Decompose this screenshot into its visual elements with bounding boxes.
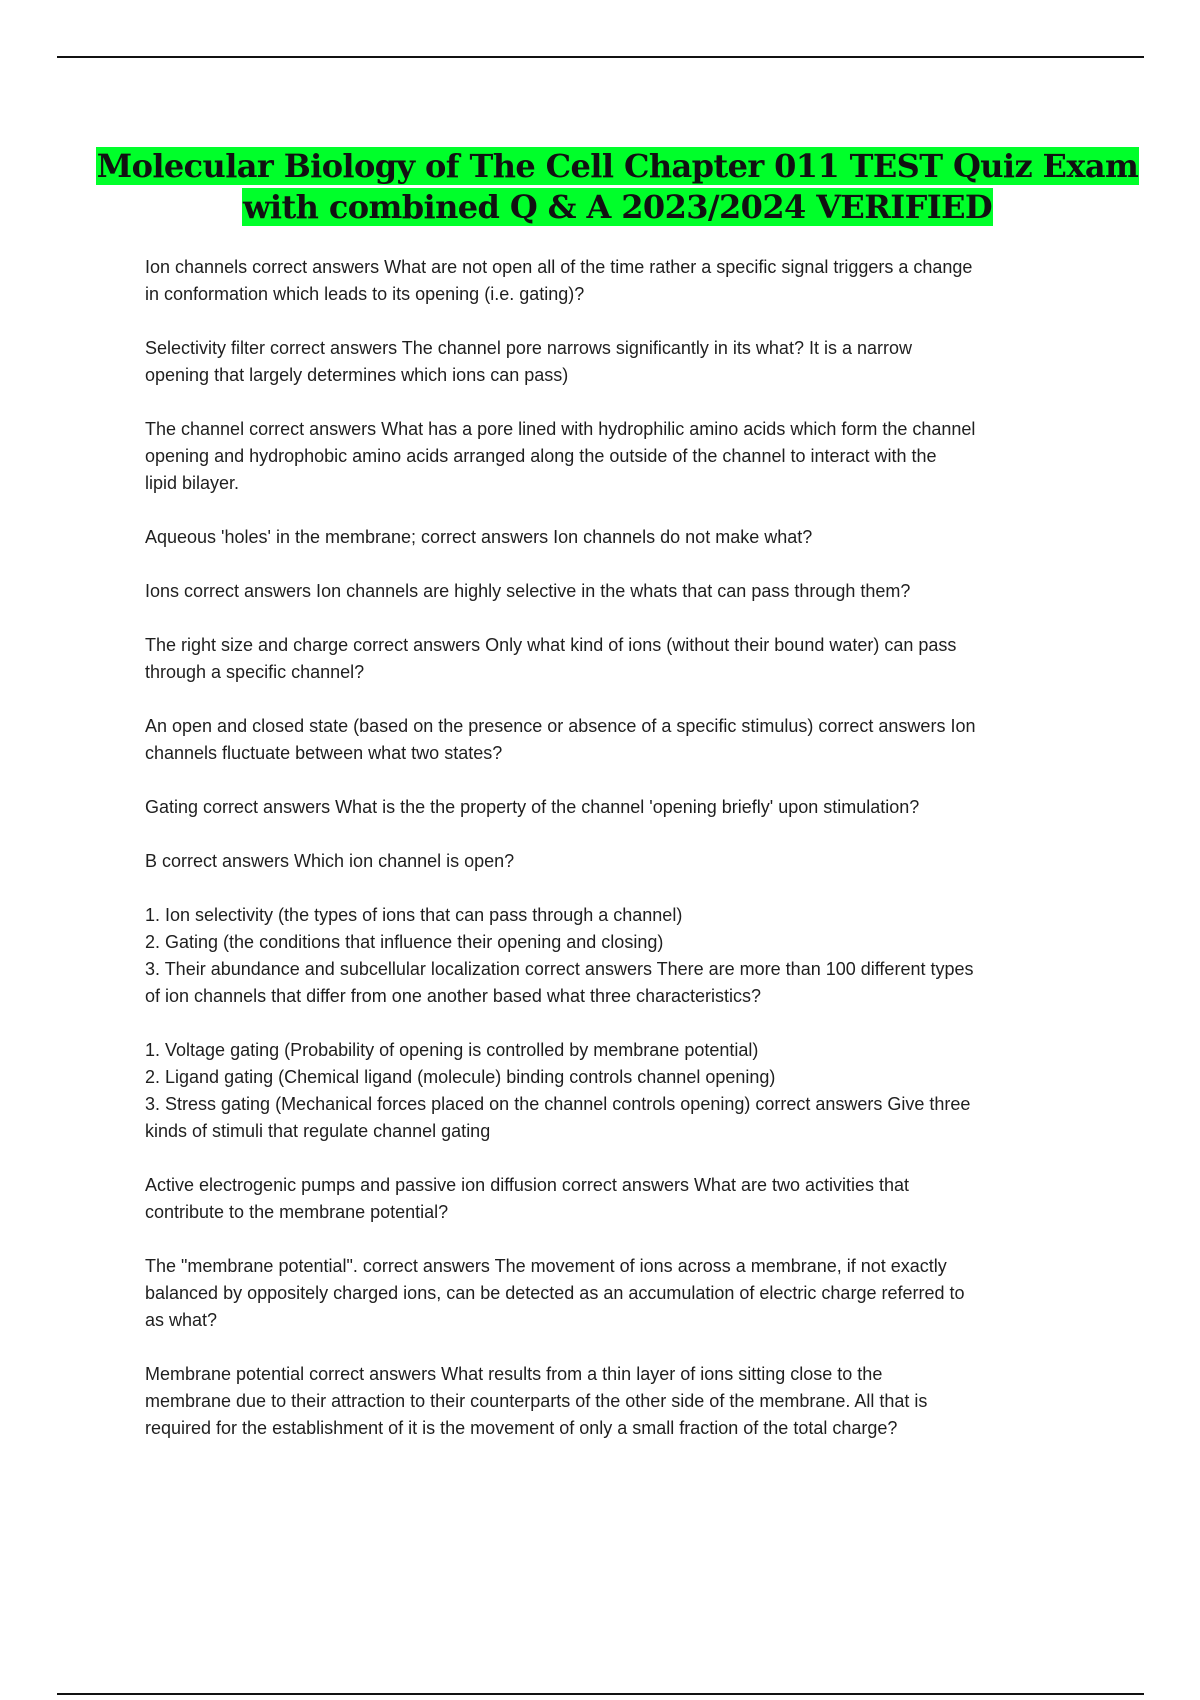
qa-line: An open and closed state (based on the presence or absence of a specific stimulus) correct answers Ion bbox=[145, 716, 976, 736]
qa-line: 3. Their abundance and subcellular localization correct answers There are more than 100 different types bbox=[145, 959, 974, 979]
qa-line: Ion channels correct answers What are not open all of the time rather a specific signal triggers a change bbox=[145, 257, 973, 277]
title-line: Molecular Biology of The Cell Chapter 011 TEST Quiz Exam bbox=[96, 147, 1139, 185]
qa-line: Active electrogenic pumps and passive ion diffusion correct answers What are two activities that bbox=[145, 1175, 910, 1195]
qa-line: Ions correct answers Ion channels are highly selective in the whats that can pass through them? bbox=[145, 581, 911, 601]
qa-line: balanced by oppositely charged ions, can be detected as an accumulation of electric charge referred to bbox=[145, 1283, 965, 1303]
qa-item bbox=[145, 524, 1090, 551]
qa-line: opening that largely determines which ions can pass) bbox=[145, 365, 569, 385]
qa-line: in conformation which leads to its opening (i.e. gating)? bbox=[145, 284, 585, 304]
qa-line: The channel correct answers What has a pore lined with hydrophilic amino acids which form the channel bbox=[145, 419, 976, 439]
qa-line: The "membrane potential". correct answers The movement of ions across a membrane, if not exactly bbox=[145, 1256, 947, 1276]
qa-line: 1. Ion selectivity (the types of ions that can pass through a channel) bbox=[145, 905, 683, 925]
document-title bbox=[90, 146, 1145, 228]
qa-line: Selectivity filter correct answers The channel pore narrows significantly in its what? It is a narrow bbox=[145, 338, 912, 358]
qa-line: membrane due to their attraction to their counterparts of the other side of the membrane. All that is bbox=[145, 1391, 928, 1411]
qa-item bbox=[145, 416, 1090, 497]
title-line: with combined Q & A 2023/2024 VERIFIED bbox=[242, 188, 993, 226]
qa-line: through a specific channel? bbox=[145, 662, 365, 682]
qa-line: lipid bilayer. bbox=[145, 473, 240, 493]
qa-item bbox=[145, 794, 1090, 821]
qa-line: of ion channels that differ from one another based what three characteristics? bbox=[145, 986, 762, 1006]
qa-item bbox=[145, 578, 1090, 605]
qa-list bbox=[145, 254, 1090, 1469]
qa-item bbox=[145, 335, 1090, 389]
qa-line: contribute to the membrane potential? bbox=[145, 1202, 449, 1222]
qa-item bbox=[145, 713, 1090, 767]
qa-line: opening and hydrophobic amino acids arranged along the outside of the channel to interact with the bbox=[145, 446, 937, 466]
qa-line: The right size and charge correct answers Only what kind of ions (without their bound water) can pass bbox=[145, 635, 957, 655]
qa-item bbox=[145, 1253, 1090, 1334]
qa-item bbox=[145, 902, 1090, 1010]
qa-item bbox=[145, 632, 1090, 686]
qa-line: kinds of stimuli that regulate channel gating bbox=[145, 1121, 491, 1141]
bottom-divider bbox=[57, 1693, 1144, 1695]
qa-line: Membrane potential correct answers What results from a thin layer of ions sitting close to the bbox=[145, 1364, 883, 1384]
qa-line: 1. Voltage gating (Probability of opening is controlled by membrane potential) bbox=[145, 1040, 759, 1060]
qa-line: as what? bbox=[145, 1310, 218, 1330]
qa-line: channels fluctuate between what two states? bbox=[145, 743, 503, 763]
qa-item bbox=[145, 1037, 1090, 1145]
qa-item bbox=[145, 254, 1090, 308]
qa-line: required for the establishment of it is the movement of only a small fraction of the total charge? bbox=[145, 1418, 898, 1438]
qa-line: 2. Ligand gating (Chemical ligand (molecule) binding controls channel opening) bbox=[145, 1067, 776, 1087]
qa-line: B correct answers Which ion channel is open? bbox=[145, 851, 515, 871]
qa-line: 3. Stress gating (Mechanical forces placed on the channel controls opening) correct answers Give three bbox=[145, 1094, 971, 1114]
qa-item bbox=[145, 1361, 1090, 1442]
qa-line: 2. Gating (the conditions that influence their opening and closing) bbox=[145, 932, 664, 952]
qa-line: Gating correct answers What is the the property of the channel 'opening briefly' upon stimulation? bbox=[145, 797, 920, 817]
top-divider bbox=[57, 56, 1144, 58]
qa-line: Aqueous 'holes' in the membrane; correct answers Ion channels do not make what? bbox=[145, 527, 813, 547]
qa-item bbox=[145, 848, 1090, 875]
qa-item bbox=[145, 1172, 1090, 1226]
